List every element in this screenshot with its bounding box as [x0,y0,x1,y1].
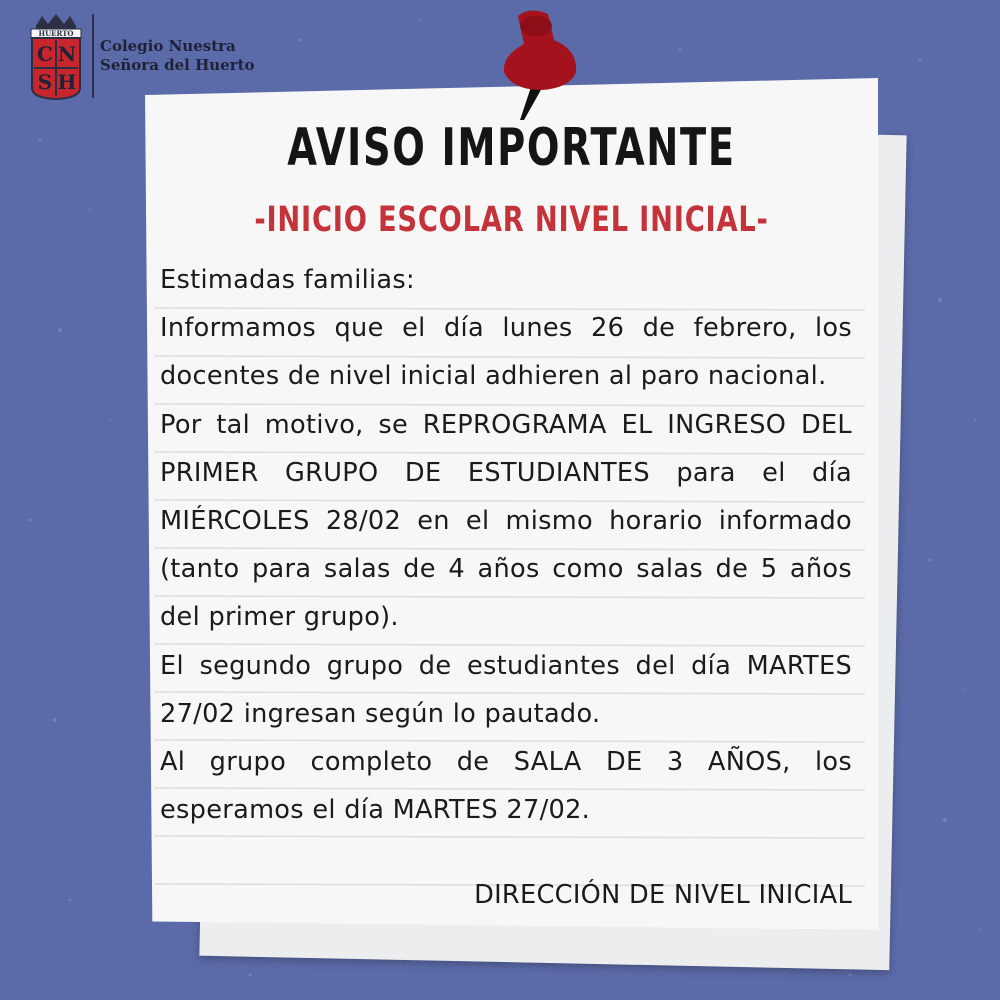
crest-letter-s: S [37,70,53,94]
school-name-line2: Señora del Huerto [100,56,255,74]
crest-letter-c: C [37,42,53,66]
notice-subtitle: -INICIO ESCOLAR NIVEL INICIAL- [254,200,769,240]
paragraph-sala-3: Al grupo completo de SALA DE 3 AÑOS, los esperamos el día MARTES 27/02. [160,747,852,826]
push-pin-icon [490,6,590,122]
greeting: Estimadas familias: [160,265,415,295]
signature: DIRECCIÓN DE NIVEL INICIAL [474,880,852,910]
paragraph-reschedule: Por tal motivo, se REPROGRAMA EL INGRESO DEL PRIMER GRUPO DE ESTUDIANTES para el día MIÉRCOLES 28/02 en el mismo horario informado (tanto para salas de 4 años como salas de 5 años del primer grupo). [160,409,852,633]
crest-letter-n: N [57,42,77,66]
crest-letter-h: H [57,70,77,94]
notice-body [160,256,852,834]
crest-icon [28,12,84,100]
crest-banner-text: HUERTO [38,29,74,38]
school-logo [28,12,260,100]
paragraph-second-group: El segundo grupo de estudiantes del día MARTES 27/02 ingresan según lo pautado. [160,650,852,729]
school-name [100,37,260,75]
school-name-line1: Colegio Nuestra [100,37,236,55]
logo-divider [92,14,94,98]
notice-title: AVISO IMPORTANTE [287,118,736,178]
paragraph-strike-notice: Informamos que el día lunes 26 de febrero, los docentes de nivel inicial adhieren al paro nacional. [160,313,852,392]
